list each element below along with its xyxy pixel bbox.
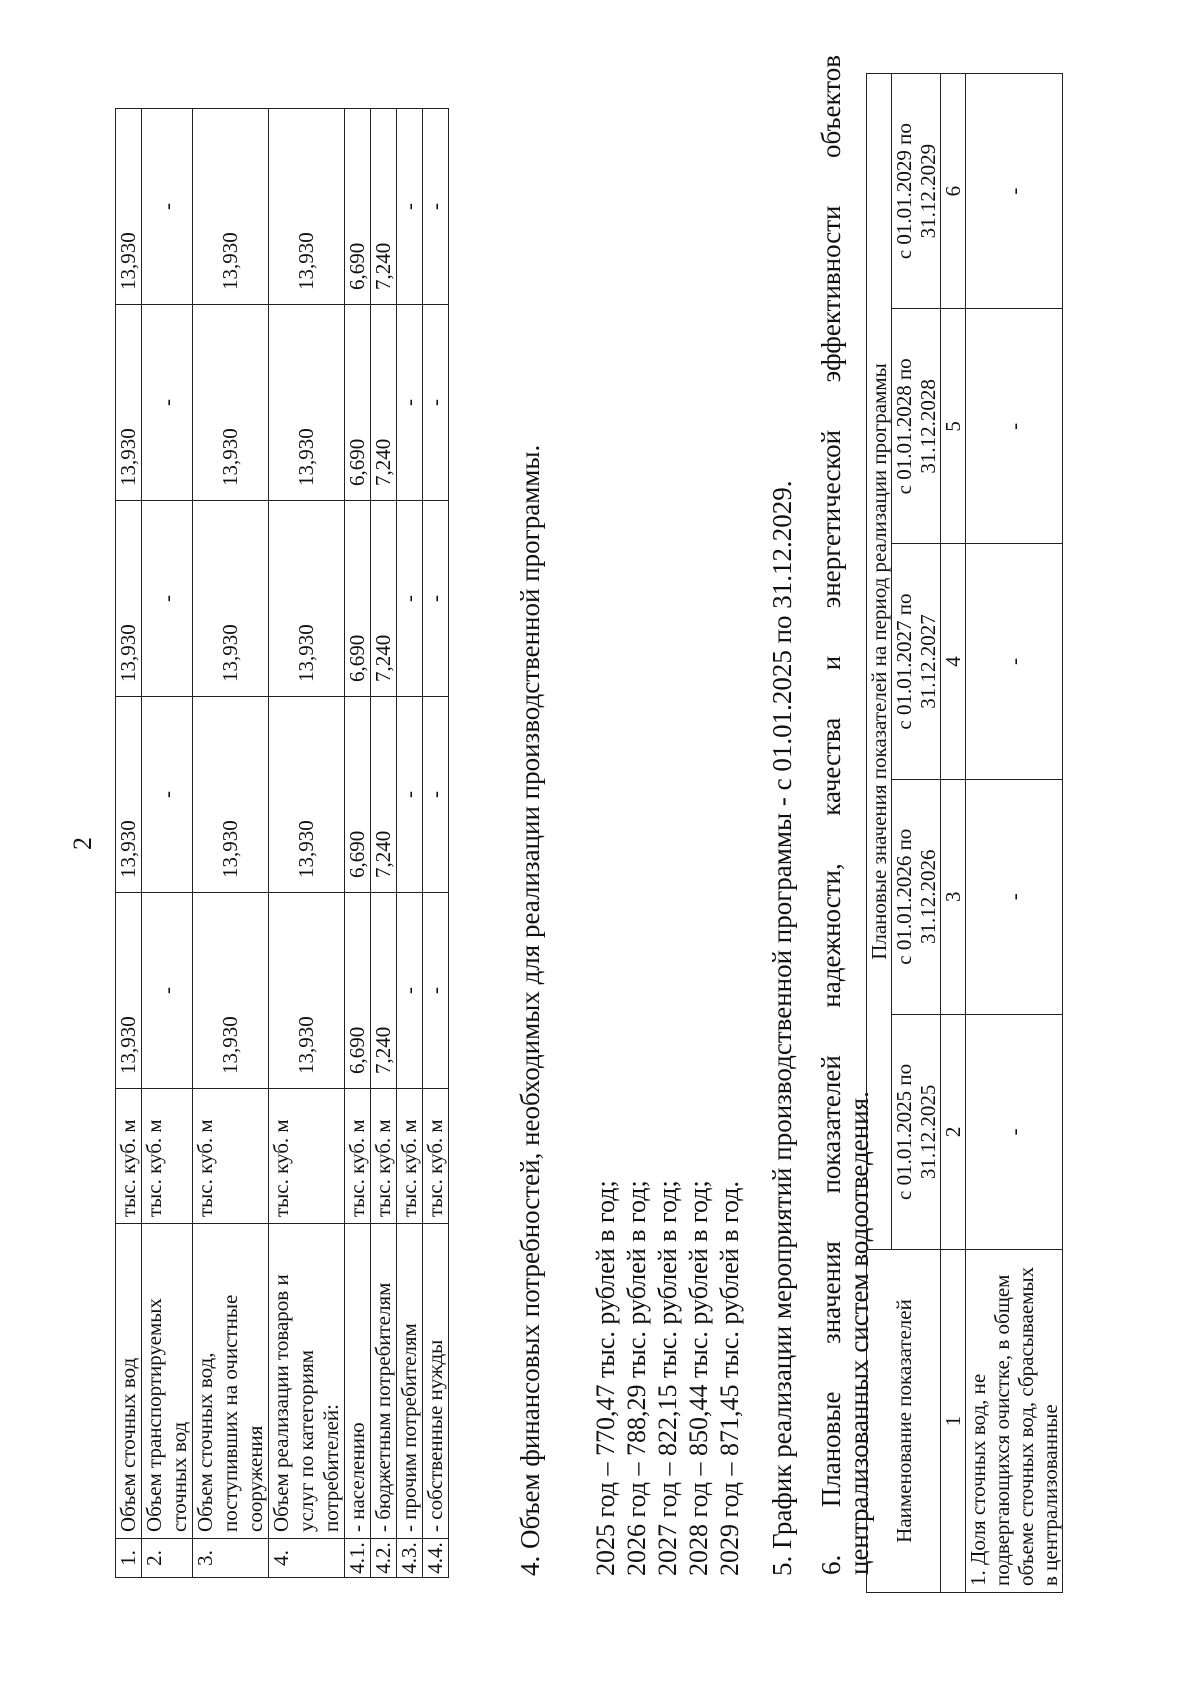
row-unit: тыс. куб. м xyxy=(142,1089,193,1224)
plan-indicators-table xyxy=(866,73,1063,1593)
row-value: - xyxy=(142,697,193,893)
row-value: - xyxy=(397,109,423,305)
row-unit: тыс. куб. м xyxy=(371,1089,397,1224)
row-name: Объем сточных вод xyxy=(116,1224,142,1539)
row-value: 13,930 xyxy=(269,109,345,305)
row-value: 13,930 xyxy=(116,893,142,1089)
row-value: 13,930 xyxy=(269,697,345,893)
year-line: 2028 год – 850,44 тыс. рублей в год; xyxy=(684,1180,713,1576)
row-value: - xyxy=(397,697,423,893)
row-value: 7,240 xyxy=(371,305,397,501)
plan-value: - xyxy=(966,1014,1063,1249)
row-value: 13,930 xyxy=(269,305,345,501)
row-value: 13,930 xyxy=(269,501,345,697)
row-name: - бюджетным потребителям xyxy=(371,1224,397,1539)
row-number: 4.1. xyxy=(345,1539,371,1578)
year-line: 2026 год – 788,29 тыс. рублей в год; xyxy=(622,1180,651,1576)
row-value: - xyxy=(423,893,449,1089)
row-value: 6,690 xyxy=(345,893,371,1089)
row-value: - xyxy=(397,501,423,697)
row-value: - xyxy=(423,109,449,305)
heading-word: и xyxy=(816,655,846,671)
row-value: - xyxy=(423,697,449,893)
section-6-heading-line-2: централизованных систем водоотведения. xyxy=(844,1091,874,1575)
year-line: 2025 год – 770,47 тыс. рублей в год; xyxy=(591,1180,620,1576)
row-value: 7,240 xyxy=(371,697,397,893)
row-name: - прочим потребителям xyxy=(397,1224,423,1539)
year-line: 2029 год – 871,45 тыс. рублей в год. xyxy=(715,1181,744,1576)
row-value: 13,930 xyxy=(116,501,142,697)
period-header: с 01.01.2027 по 31.12.2027 xyxy=(892,544,941,779)
row-value: - xyxy=(423,305,449,501)
column-number: 3 xyxy=(941,779,966,1014)
row-value: 13,930 xyxy=(116,697,142,893)
column-number: 1 xyxy=(941,1250,966,1593)
financial-needs-list xyxy=(590,1180,745,1576)
row-name: - собственные нужды xyxy=(423,1224,449,1539)
period-header: с 01.01.2026 по 31.12.2026 xyxy=(892,779,941,1014)
row-number: 4.3. xyxy=(397,1539,423,1578)
row-value: 13,930 xyxy=(193,697,269,893)
heading-word: энергетической xyxy=(816,429,846,609)
heading-word: значения xyxy=(816,1241,846,1344)
year-line: 2027 год – 822,15 тыс. рублей в год; xyxy=(653,1180,682,1576)
row-value: - xyxy=(142,501,193,697)
heading-word: надежности, xyxy=(816,863,846,1008)
row-value: 7,240 xyxy=(371,501,397,697)
row-unit: тыс. куб. м xyxy=(345,1089,371,1224)
column-number: 2 xyxy=(941,1014,966,1249)
row-number: 4.2. xyxy=(371,1539,397,1578)
row-value: 7,240 xyxy=(371,893,397,1089)
heading-word: 6. xyxy=(816,1554,846,1575)
row-unit: тыс. куб. м xyxy=(269,1089,345,1224)
column-number: 5 xyxy=(941,309,966,544)
heading-word: Плановые xyxy=(816,1391,846,1508)
row-value: 6,690 xyxy=(345,501,371,697)
volume-row xyxy=(116,109,142,1578)
indicator-name: 1. Доля сточных вод, не подвергающихся очистке, в общем объеме сточных вод, сбрасываемых в централизованные xyxy=(966,1250,1063,1593)
row-number: 2. xyxy=(142,1539,193,1578)
volume-row xyxy=(193,109,269,1578)
section-6-heading xyxy=(817,55,873,1575)
row-value: 13,930 xyxy=(193,109,269,305)
row-value: 6,690 xyxy=(345,305,371,501)
heading-word: эффективности xyxy=(816,205,846,383)
row-value: - xyxy=(397,305,423,501)
column-number-row xyxy=(941,74,966,1593)
row-value: 13,930 xyxy=(193,305,269,501)
row-value: 7,240 xyxy=(371,109,397,305)
row-name: Объем сточных вод, поступивших на очистные сооружения xyxy=(193,1224,269,1539)
volume-row xyxy=(345,109,371,1578)
row-value: 13,930 xyxy=(116,109,142,305)
row-number: 4. xyxy=(269,1539,345,1578)
plan-value: - xyxy=(966,544,1063,779)
row-value: - xyxy=(142,893,193,1089)
period-header: с 01.01.2029 по 31.12.2029 xyxy=(892,74,941,309)
volume-row xyxy=(371,109,397,1578)
plan-value: - xyxy=(966,309,1063,544)
volume-row xyxy=(269,109,345,1578)
row-name: Объем реализации товаров и услуг по категориям потребителей: xyxy=(269,1224,345,1539)
row-value: 6,690 xyxy=(345,109,371,305)
volume-table xyxy=(115,108,449,1578)
plan-group-header: Плановые значения показателей на период реализации программы xyxy=(867,74,892,1250)
row-value: - xyxy=(142,109,193,305)
period-header: с 01.01.2025 по 31.12.2025 xyxy=(892,1014,941,1249)
section-6-heading-line-1 xyxy=(817,55,845,1575)
row-unit: тыс. куб. м xyxy=(397,1089,423,1224)
plan-value: - xyxy=(966,779,1063,1014)
row-value: 13,930 xyxy=(193,501,269,697)
row-value: 13,930 xyxy=(269,893,345,1089)
period-header: с 01.01.2028 по 31.12.2028 xyxy=(892,309,941,544)
volume-row xyxy=(397,109,423,1578)
row-number: 1. xyxy=(116,1539,142,1578)
row-value: 13,930 xyxy=(193,893,269,1089)
volume-row xyxy=(142,109,193,1578)
heading-word: показателей xyxy=(816,1055,846,1194)
column-number: 6 xyxy=(941,74,966,309)
section-5-heading: 5. График реализации мероприятий производственной программы - с 01.01.2025 по 31.12.2029. xyxy=(767,480,797,1576)
row-value: - xyxy=(423,501,449,697)
volume-row xyxy=(423,109,449,1578)
plan-row xyxy=(966,74,1063,1593)
row-unit: тыс. куб. м xyxy=(116,1089,142,1224)
row-number: 4.4. xyxy=(423,1539,449,1578)
plan-value: - xyxy=(966,74,1063,309)
row-value: 6,690 xyxy=(345,697,371,893)
indicator-name-header: Наименование показателей xyxy=(867,1250,941,1593)
heading-word: качества xyxy=(816,717,846,816)
row-value: 13,930 xyxy=(116,305,142,501)
page-number: 2 xyxy=(68,837,97,850)
row-name: Объем транспортируемых сточных вод xyxy=(142,1224,193,1539)
row-value: - xyxy=(142,305,193,501)
section-4-heading: 4. Объем финансовых потребностей, необходимых для реализации производственной программы. xyxy=(515,444,545,1576)
row-unit: тыс. куб. м xyxy=(423,1089,449,1224)
row-value: - xyxy=(397,893,423,1089)
row-name: - населению xyxy=(345,1224,371,1539)
row-unit: тыс. куб. м xyxy=(193,1089,269,1224)
row-number: 3. xyxy=(193,1539,269,1578)
plan-header-row-1 xyxy=(867,74,892,1593)
heading-word: объектов xyxy=(816,55,846,158)
column-number: 4 xyxy=(941,544,966,779)
